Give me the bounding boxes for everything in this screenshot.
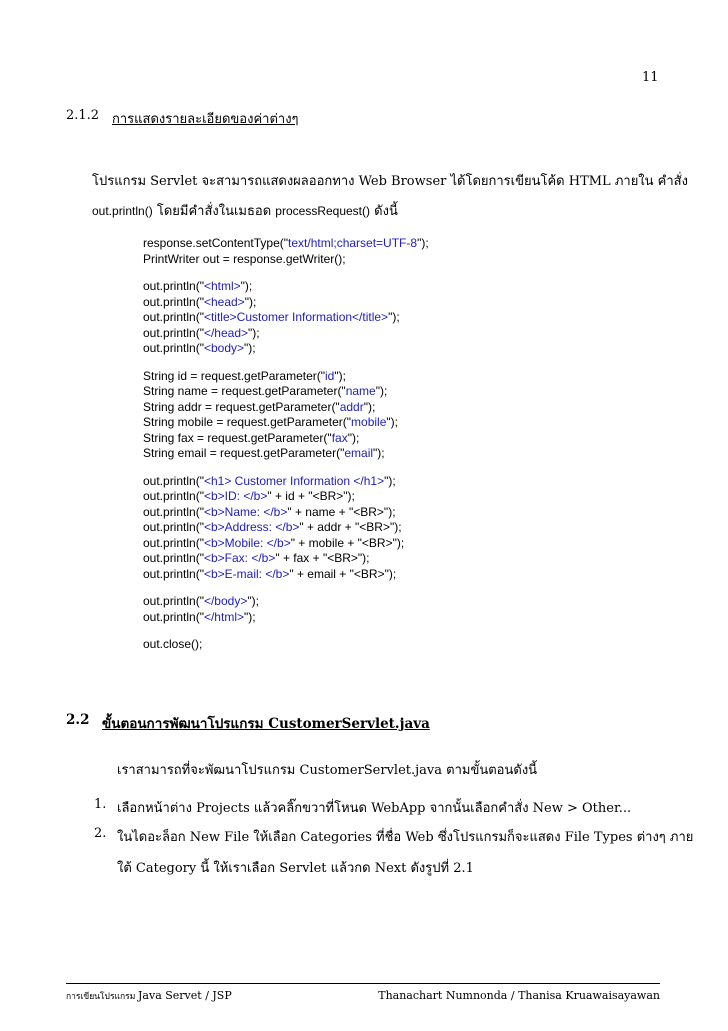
code-text: out.println(" [143,310,204,324]
code-line [143,474,429,490]
code-line [143,446,429,462]
code-text: out.println(" [143,489,204,503]
code-text: "); [347,430,360,445]
code-line [143,369,429,385]
code-text: out.println(" [143,473,204,488]
section-title: การแสดงรายละเอียดของค่าต่างๆ [112,112,299,127]
code-text: " + mobile + "<BR>"); [290,535,405,550]
code-text: "); [375,384,388,398]
code-line [143,236,429,252]
step-2-text-line-2: ใต้ Category นี้ ให้เราเลือก Servlet แล้วกด Next ดังรูปที่ 2.1 [117,861,474,876]
code-string-literal: </body> [203,594,248,608]
code-text: "); [384,473,396,488]
code-line [143,505,429,521]
intro-end-text: ดังนี้ [370,204,398,219]
code-line [143,295,429,311]
step-2-number: 2. [94,826,107,841]
code-line [143,252,429,268]
code-text: "); [373,446,385,460]
code-string-literal: <body> [203,341,245,355]
code-string-literal: name [345,384,376,398]
code-line [143,462,429,474]
footer-left [66,989,232,1003]
code-line [143,341,429,357]
code-text: out.println(" [143,535,204,550]
page-number: 11 [642,70,659,85]
code-text: out.println(" [143,566,204,581]
code-text: String name = request.getParameter(" [143,384,346,398]
code-string-literal: <html> [203,279,241,293]
code-text: "); [240,279,253,293]
footer-divider [66,983,660,984]
code-text: out.println(" [143,594,204,608]
section-number: 2.1.2 [66,108,100,123]
code-text: response.setContentType(" [143,236,289,250]
code-text: "); [334,368,346,383]
footer-right: Thanachart Numnonda / Thanisa Kruawaisayawan [378,989,660,1002]
code-text: " + addr + "<BR>"); [299,520,402,534]
code-line [143,637,429,653]
code-text: "); [244,294,257,309]
code-line [143,594,429,610]
code-text: "); [244,609,256,624]
code-line [143,625,429,637]
code-text: out.println(" [143,294,204,309]
code-text: PrintWriter out = response.getWriter(); [143,251,346,266]
code-text: "); [417,236,429,250]
section-title-file: CustomerServlet.java [268,716,430,732]
code-text: out.println(" [143,551,204,565]
intro-mid-text: โดยมีคำสั่งในเมธอด [152,204,276,219]
code-string-literal: <h1> Customer Information </h1> [203,473,385,488]
intro-line-1: โปรแกรม Servlet จะสามารถแสดงผลออกทาง Web Browser ได้โดยการเขียนโค้ด HTML ภายใน คำสั่ง [92,174,688,189]
code-text: String addr = request.getParameter(" [143,399,340,414]
section-2-2-intro: เราสามารถที่จะพัฒนาโปรแกรม CustomerServlet.java ตามขั้นตอนดังนี้ [117,763,538,778]
section-title-2-2 [102,712,430,734]
code-string-literal: email [344,446,374,460]
code-text: out.println(" [143,520,204,534]
code-text: "); [386,415,398,429]
code-line [143,582,429,594]
code-line [143,415,429,431]
step-2-text-line-1: ในไดอะล็อก New File ให้เลือก Categories ที่ชื่อ Web ซึ่งโปรแกรมก็จะแสดง File Types ต่างๆ ภาย [117,830,694,845]
step-1-text: เลือกหน้าต่าง Projects แล้วคลิ๊กขวาที่โหนด WebApp จากนั้นเลือกคำสั่ง New > Other... [117,801,632,816]
code-line [143,551,429,567]
code-text: " + name + "<BR>"); [287,504,396,519]
code-text: out.println(" [143,279,204,293]
code-line [143,520,429,536]
code-string-literal: <b>Mobile: </b> [203,535,291,550]
code-text: String fax = request.getParameter(" [143,430,332,445]
code-line [143,279,429,295]
code-text: out.println(" [143,609,204,624]
intro-line-2 [92,200,398,221]
code-string-literal: fax [331,430,348,445]
step-1-number: 1. [94,797,107,812]
code-string-literal: <head> [203,294,245,309]
code-line [143,357,429,369]
code-line [143,326,429,342]
code-string-literal: <b>Address: </b> [203,520,300,534]
code-text: String mobile = request.getParameter(" [143,415,352,429]
code-text: " + email + "<BR>"); [289,566,397,581]
code-string-literal: <b>E-mail: </b> [203,566,290,581]
code-line [143,384,429,400]
code-line [143,431,429,447]
section-title-thai: ขั้นตอนการพัฒนาโปรแกรม [102,716,269,732]
code-text: out.println(" [143,504,204,519]
code-text: out.println(" [143,325,204,340]
code-text: " + id + "<BR>"); [267,489,355,503]
code-string-literal: </head> [203,325,249,340]
code-string-literal: addr [339,399,364,414]
code-text: String id = request.getParameter(" [143,368,326,383]
code-line [143,267,429,279]
intro-code-processrequest: processRequest() [275,204,371,218]
code-text: "); [388,310,400,324]
code-string-literal: <title>Customer Information</title> [203,310,389,324]
code-text: out.println(" [143,341,204,355]
code-string-literal: <b>Fax: </b> [203,551,276,565]
code-line [143,489,429,505]
code-line [143,400,429,416]
code-line [143,567,429,583]
code-text: "); [244,341,256,355]
code-text: " + fax + "<BR>"); [275,551,370,565]
code-text: "); [363,399,376,414]
code-block [143,236,429,653]
code-line [143,610,429,626]
code-text: "); [248,325,260,340]
code-text: out.close(); [143,637,203,651]
code-line [143,310,429,326]
code-string-literal: mobile [351,415,387,429]
footer-left-main: Java Servet / JSP [138,989,232,1002]
code-string-literal: <b>ID: </b> [203,489,268,503]
intro-code-println: out.println() [92,204,153,218]
code-string-literal: id [325,368,335,383]
code-text: "); [247,594,259,608]
code-string-literal: <b>Name: </b> [203,504,288,519]
code-string-literal: text/html;charset=UTF-8 [288,236,418,250]
footer-left-small: การเขียนโปรแกรม [66,992,139,1002]
code-text: String email = request.getParameter(" [143,446,345,460]
code-string-literal: </html> [203,609,244,624]
code-line [143,536,429,552]
section-number-2-2: 2.2 [66,712,90,728]
